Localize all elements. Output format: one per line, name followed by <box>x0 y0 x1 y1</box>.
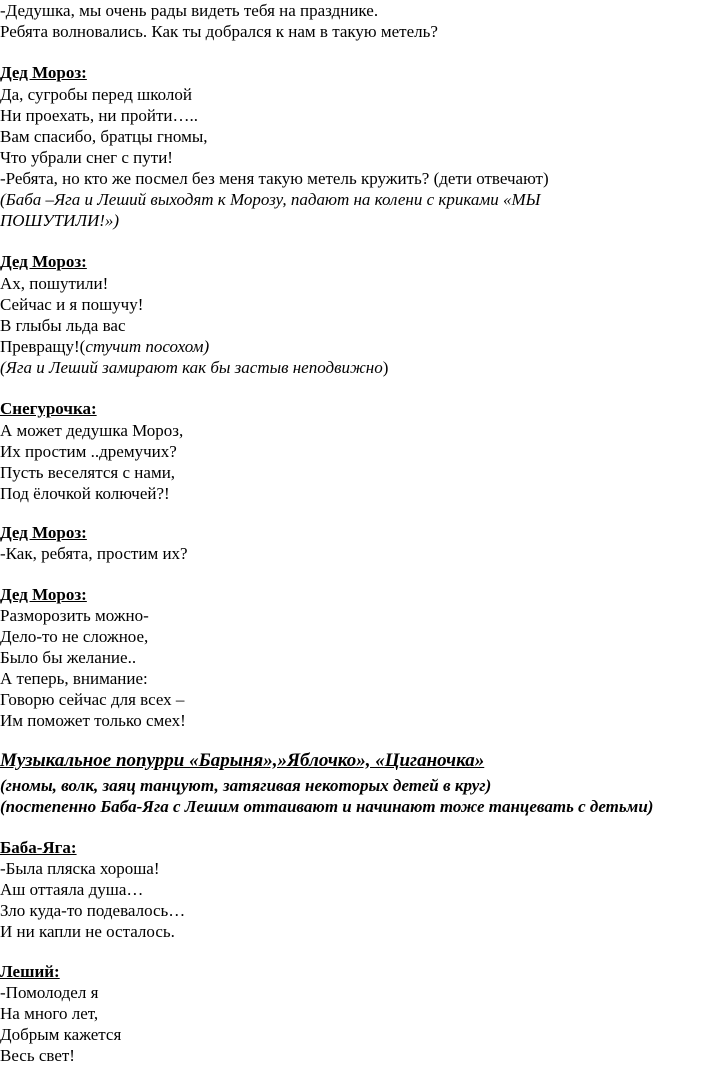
stage-direction: стучит посохом) <box>85 337 210 356</box>
verse-line: Да, сугробы перед школой <box>0 85 192 104</box>
verse-line: Что убрали снег с пути! <box>0 148 173 167</box>
verse-line: Было бы желание.. <box>0 648 137 667</box>
verse-text: Превращу!( <box>0 337 86 356</box>
stage-direction: (гномы, волк, заяц танцуют, затягивая некоторых детей в круг) <box>0 776 492 795</box>
verse-line: Ах, пошутили! <box>0 274 109 293</box>
speaker-label: Дед Мороз: <box>0 523 87 542</box>
verse-line: -Помолодел я <box>0 983 99 1002</box>
verse-line: Их простим ..дремучих? <box>0 442 177 461</box>
verse-line: Разморозить можно- <box>0 606 149 625</box>
stage-direction: (Баба –Яга и Леший выходят к Морозу, падают на колени с криками «МЫ <box>0 190 541 209</box>
verse-line: В глыбы льда вас <box>0 316 126 335</box>
verse-line: На много лет, <box>0 1004 99 1023</box>
verse-line <box>0 336 209 357</box>
verse-line: Весь свет! <box>0 1046 75 1065</box>
speaker-label: Дед Мороз: <box>0 63 87 82</box>
verse-line: Ни проехать, ни пройти….. <box>0 106 198 125</box>
stage-direction: (постепенно Баба-Яга с Лешим оттаивают и начинают тоже танцевать с детьми) <box>0 797 654 816</box>
speaker-label: Баба-Яга: <box>0 838 77 857</box>
verse-line: Под ёлочкой колючей?! <box>0 484 170 503</box>
verse-line: Вам спасибо, братцы гномы, <box>0 127 208 146</box>
verse-line: -Была пляска хороша! <box>0 859 160 878</box>
verse-line: Сейчас и я пошучу! <box>0 295 144 314</box>
music-heading: Музыкальное попурри «Барыня»,»Яблочко», «Циганочка» <box>0 750 485 771</box>
stage-direction: (Яга и Леший замирают как бы застыв неподвижно <box>0 358 383 377</box>
verse-line: Зло куда-то подевалось… <box>0 901 186 920</box>
verse-line: Говорю сейчас для всех – <box>0 690 185 709</box>
verse-line: -Как, ребята, простим их? <box>0 544 188 563</box>
stage-direction-line <box>0 357 388 378</box>
verse-line: А может дедушка Мороз, <box>0 421 184 440</box>
verse-line: Добрым кажется <box>0 1025 122 1044</box>
verse-line: И ни капли не осталось. <box>0 922 175 941</box>
speaker-label: Снегурочка: <box>0 399 97 418</box>
verse-line: А теперь, внимание: <box>0 669 148 688</box>
verse-line: Дело-то не сложное, <box>0 627 149 646</box>
speaker-label: Леший: <box>0 962 60 981</box>
intro-line: Ребята волновались. Как ты добрался к нам в такую метель? <box>0 22 438 41</box>
intro-line: -Дедушка, мы очень рады видеть тебя на празднике. <box>0 1 379 20</box>
stage-close: ) <box>382 358 389 377</box>
verse-line: Пусть веселятся с нами, <box>0 463 176 482</box>
verse-line: Им поможет только смех! <box>0 711 186 730</box>
speaker-label: Дед Мороз: <box>0 252 87 271</box>
stage-direction: ПОШУТИЛИ!») <box>0 211 120 230</box>
verse-line: Аш оттаяла душа… <box>0 880 144 899</box>
verse-line: -Ребята, но кто же посмел без меня такую метель кружить? (дети отвечают) <box>0 169 549 188</box>
speaker-label: Дед Мороз: <box>0 585 87 604</box>
